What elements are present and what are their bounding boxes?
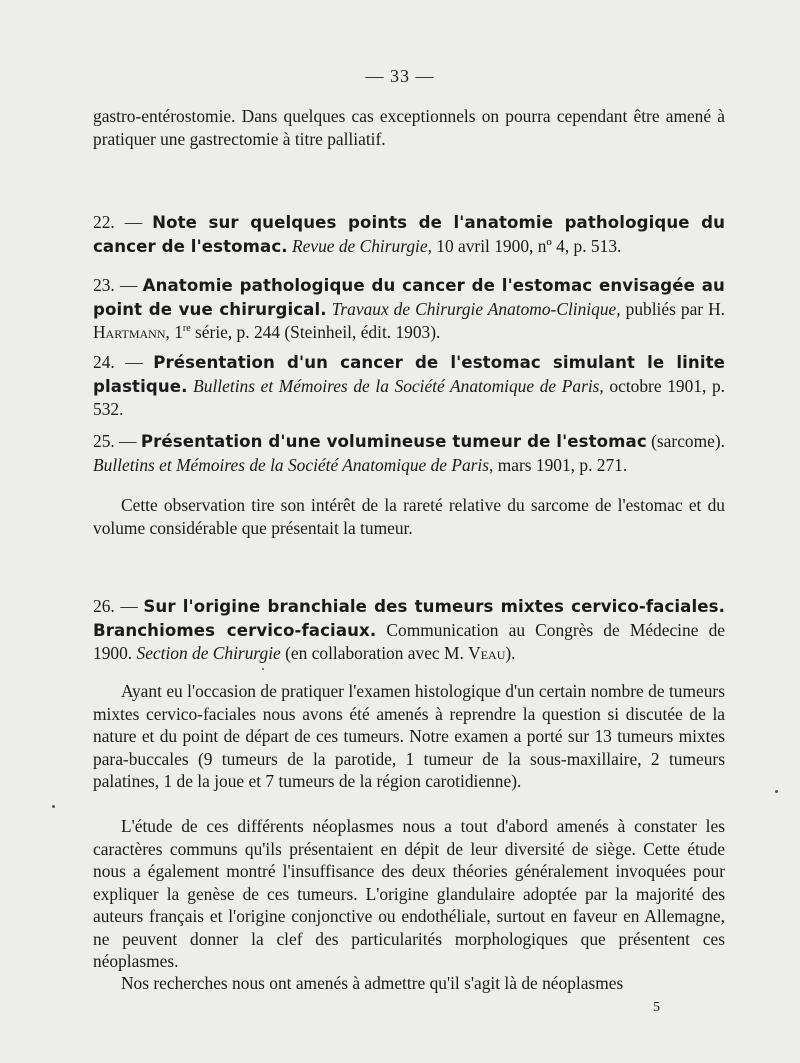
observation-paragraph: Cette observation tire son intérêt de la rareté relative du sarcome de l'estomac et du volume considérable que présentait la tumeur.	[93, 495, 725, 538]
entry-details: octobre 1901, p. 532.	[93, 375, 725, 419]
signature-mark: 5	[653, 1000, 660, 1015]
entry-details: ).	[505, 643, 516, 663]
entry-24	[93, 351, 725, 421]
entry-section: Section de Chirurgie	[136, 643, 281, 663]
entry-number: 23. —	[93, 275, 138, 295]
scan-speck	[262, 668, 264, 670]
entry-journal: Revue de Chirurgie,	[292, 235, 432, 256]
entry-title: Présentation d'un cancer de l'estomac simulant le linite plastique.	[93, 353, 725, 396]
scan-speck	[52, 805, 55, 808]
entry-number: 25. —	[93, 431, 137, 451]
entry-number: 24. —	[93, 352, 143, 372]
body-paragraph-1: Ayant eu l'occasion de pratiquer l'examen histologique d'un certain nombre de tumeurs mixtes cervico-faciales nous avons été amenés à reprendre la question si discutée de la nature et du point de départ de ces tumeurs. Notre examen a porté sur 13 tumeurs mixtes para-buccales (9 tumeurs de la parotide, 1 tumeur de la sous-maxillaire, 2 tumeurs palatines, 1 de la joue et 7 tumeurs de la région carotidienne).	[93, 681, 725, 791]
entry-journal: Bulletins et Mémoires de la Société Anatomique de Paris,	[193, 375, 604, 396]
entry-author: Veau	[468, 643, 506, 663]
entry-details: mars 1901, p. 271.	[497, 454, 628, 475]
entry-26	[93, 595, 725, 665]
entry-title-note: (sarcome).	[651, 431, 725, 451]
intro-paragraph: gastro-entérostomie. Dans quelques cas exceptionnels on pourra cependant être amené à pratiquer une gastrectomie à titre palliatif.	[93, 106, 725, 149]
entry-author: Hartmann	[93, 322, 166, 342]
entry-superscript: re	[182, 323, 191, 335]
body-paragraph-2: L'étude de ces différents néoplasmes nous a tout d'abord amenés à constater les caractères communs qu'ils présentaient en dépit de leur diversité de siège. Cette étude nous a également montré l'insuffisance des deux théories généralement invoquées pour expliquer la genèse de ces tumeurs. L'origine glandulaire adoptée par la majorité des auteurs français et l'origine conjonctive ou endothéliale, surtout en faveur en Allemagne, ne peuvent donner la clef des particularités morphologiques que présentent ces néoplasmes.	[93, 816, 725, 971]
entry-journal: Bulletins et Mémoires de la Société Anatomique de Paris,	[93, 454, 494, 475]
page-number: — 33 —	[365, 66, 435, 86]
entry-number: 26. —	[93, 596, 138, 616]
entry-details: (en collaboration avec M.	[285, 643, 464, 663]
entry-details: publiés par H.	[625, 298, 725, 319]
entry-journal: Travaux de Chirurgie Anatomo-Clinique,	[331, 298, 621, 319]
entry-number: 22. —	[93, 212, 143, 232]
body-paragraph-3: Nos recherches nous ont amenés à admettre qu'il s'agit là de néoplasmes	[121, 973, 624, 993]
entry-title: Sur l'origine branchiale des tumeurs mixtes cervico-faciales. Branchiomes cervico-faciaux.	[93, 597, 725, 640]
scan-speck	[775, 790, 778, 793]
entry-25	[93, 430, 725, 476]
entry-details: série, p. 244 (Steinheil, édit. 1903).	[190, 322, 441, 342]
entry-details: , 1	[165, 322, 183, 342]
entry-23	[93, 274, 725, 344]
entry-22	[93, 211, 725, 258]
entry-details: 10 avril 1900, nº 4, p. 513.	[436, 235, 622, 256]
entry-details: Communication au Congrès de Médecine de 1900.	[93, 619, 725, 663]
entry-title: Présentation d'une volumineuse tumeur de l'estomac	[140, 432, 647, 451]
entry-title: Anatomie pathologique du cancer de l'estomac envisagée au point de vue chirurgical.	[93, 276, 725, 319]
entry-title: Note sur quelques points de l'anatomie pathologique du cancer de l'estomac.	[93, 213, 726, 256]
